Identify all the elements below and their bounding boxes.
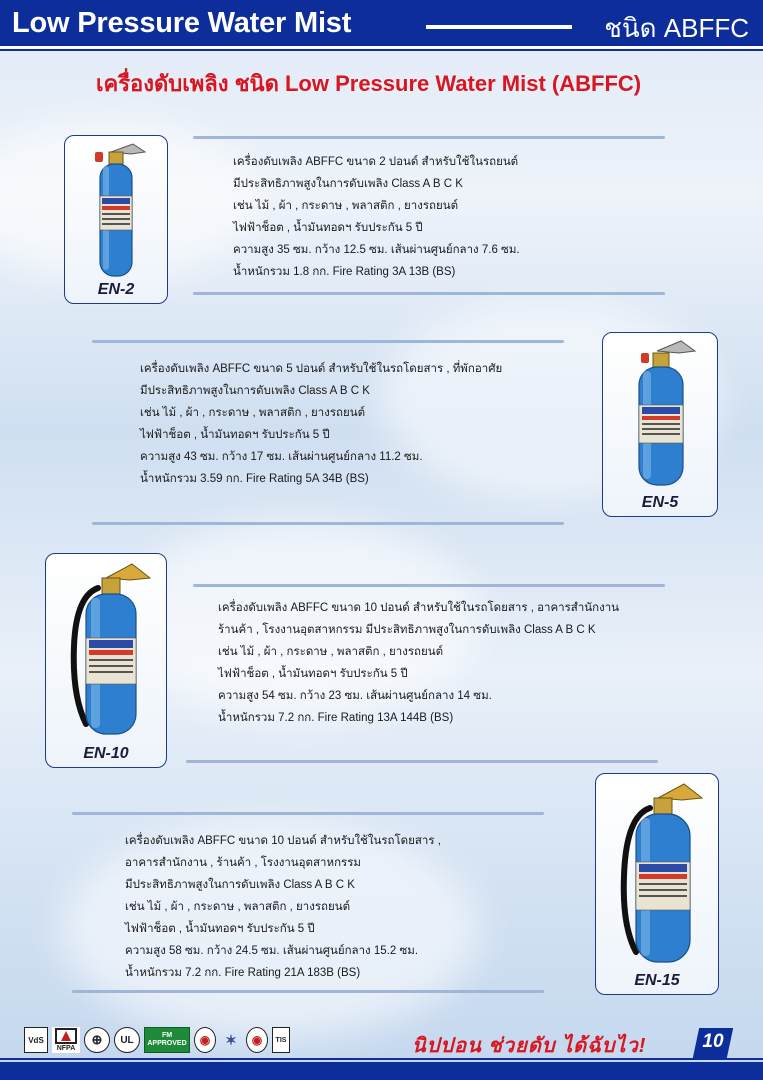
product-card-en-5 (602, 332, 718, 517)
page-number: 10 (702, 1031, 724, 1052)
nfpa-logo (52, 1027, 80, 1053)
description-line: มีประสิทธิภาพสูงในการดับเพลิง Class A B C K (233, 178, 463, 190)
description-line: เช่น ไม้ , ผ้า , กระดาษ , พลาสติก , ยางรถยนต์ (140, 407, 366, 419)
description-line: น้ำหนักรวม 7.2 กก. Fire Rating 21A 183B (BS) (125, 967, 361, 979)
model-label: EN-15 (634, 972, 680, 989)
ul-logo: UL (114, 1027, 140, 1053)
page-title: Low Pressure Water Mist (12, 7, 352, 39)
fm-approved-logo: FM APPROVED (144, 1027, 190, 1053)
iso-seal-icon: ◉ (194, 1027, 216, 1053)
divider-line (186, 760, 658, 763)
divider-line (72, 990, 544, 993)
description-line: ไฟฟ้าช็อต , น้ำมันทอดฯ รับประกัน 5 ปี (233, 222, 423, 234)
footer-stripe (0, 1058, 763, 1060)
product-description-en-10 (218, 597, 619, 729)
description-line: เช่น ไม้ , ผ้า , กระดาษ , พลาสติก , ยางรถยนต์ (125, 901, 351, 913)
description-line: ไฟฟ้าช็อต , น้ำมันทอดฯ รับประกัน 5 ปี (218, 668, 408, 680)
fire-extinguisher-icon (596, 776, 720, 974)
model-label: EN-2 (97, 281, 135, 298)
description-line: เครื่องดับเพลิง ABFFC ขนาด 2 ปอนด์ สำหรับใช้ในรถยนต์ (233, 156, 519, 168)
fire-extinguisher-icon (65, 138, 169, 288)
description-line: ร้านค้า , โรงงานอุตสาหกรรม มีประสิทธิภาพสูงในการดับเพลิง Class A B C K (218, 624, 596, 636)
model-label: EN-5 (641, 494, 679, 511)
divider-line (193, 292, 665, 295)
divider-line (72, 812, 544, 815)
description-line: อาคารสำนักงาน , ร้านค้า , โรงงานอุตสาหกรรม (125, 857, 361, 869)
description-line: เครื่องดับเพลิง ABFFC ขนาด 10 ปอนด์ สำหรับใช้ในรถโดยสาร , (125, 835, 441, 847)
header-divider (426, 25, 572, 29)
certification-logos (24, 1024, 290, 1056)
description-line: ความสูง 58 ซม. กว้าง 24.5 ซม. เส้นผ่านศูนย์กลาง 15.2 ซม. (125, 945, 419, 957)
iso-seal-icon: ◉ (246, 1027, 268, 1053)
description-line: เช่น ไม้ , ผ้า , กระดาษ , พลาสติก , ยางรถยนต์ (218, 646, 444, 658)
section-heading: เครื่องดับเพลิง ชนิด Low Pressure Water Mist (ABFFC) (96, 71, 642, 96)
product-description-en-15 (125, 830, 441, 984)
description-line: เครื่องดับเพลิง ABFFC ขนาด 5 ปอนด์ สำหรับใช้ในรถโดยสาร , ที่พักอาศัย (140, 363, 503, 375)
divider-line (92, 522, 564, 525)
description-line: น้ำหนักรวม 3.59 กก. Fire Rating 5A 34B (BS) (140, 473, 369, 485)
product-description-en-5 (140, 358, 502, 490)
header-bar (0, 0, 763, 46)
tis-cross-logo: ⊕ (84, 1027, 110, 1053)
model-label: EN-10 (83, 745, 129, 762)
footer-slogan: นิปปอน ช่วยดับ ได้ฉับไว! (412, 1035, 647, 1057)
description-line: น้ำหนักรวม 7.2 กก. Fire Rating 13A 144B (BS) (218, 712, 454, 724)
tis-logo: TIS (272, 1027, 290, 1053)
product-card-en-2 (64, 135, 168, 304)
description-line: ความสูง 54 ซม. กว้าง 23 ซม. เส้นผ่านศูนย์กลาง 14 ซม. (218, 690, 492, 702)
divider-line (92, 340, 564, 343)
product-card-en-10 (45, 553, 167, 768)
description-line: ความสูง 43 ซม. กว้าง 17 ซม. เส้นผ่านศูนย์กลาง 11.2 ซม. (140, 451, 423, 463)
star-mark-icon: ✶ (225, 1031, 237, 1048)
divider-line (193, 584, 665, 587)
nfpa-label: NFPA (56, 1044, 76, 1052)
description-line: มีประสิทธิภาพสูงในการดับเพลิง Class A B C K (125, 879, 355, 891)
header-stripe (0, 49, 763, 51)
description-line: ไฟฟ้าช็อต , น้ำมันทอดฯ รับประกัน 5 ปี (125, 923, 315, 935)
description-line: ไฟฟ้าช็อต , น้ำมันทอดฯ รับประกัน 5 ปี (140, 429, 330, 441)
description-line: มีประสิทธิภาพสูงในการดับเพลิง Class A B C K (140, 385, 370, 397)
description-line: เช่น ไม้ , ผ้า , กระดาษ , พลาสติก , ยางรถยนต์ (233, 200, 459, 212)
fire-extinguisher-icon (46, 556, 168, 746)
fire-extinguisher-icon (603, 335, 719, 500)
product-description-en-2 (233, 151, 520, 283)
divider-line (193, 136, 665, 139)
type-label: ชนิด ABFFC (604, 13, 749, 43)
description-line: เครื่องดับเพลิง ABFFC ขนาด 10 ปอนด์ สำหรับใช้ในรถโดยสาร , อาคารสำนักงาน (218, 602, 620, 614)
footer-bar (0, 1062, 763, 1080)
vds-logo: VdS (24, 1027, 48, 1053)
description-line: ความสูง 35 ซม. กว้าง 12.5 ซม. เส้นผ่านศูนย์กลาง 7.6 ซม. (233, 244, 520, 256)
description-line: น้ำหนักรวม 1.8 กก. Fire Rating 3A 13B (BS) (233, 266, 456, 278)
product-card-en-15 (595, 773, 719, 995)
